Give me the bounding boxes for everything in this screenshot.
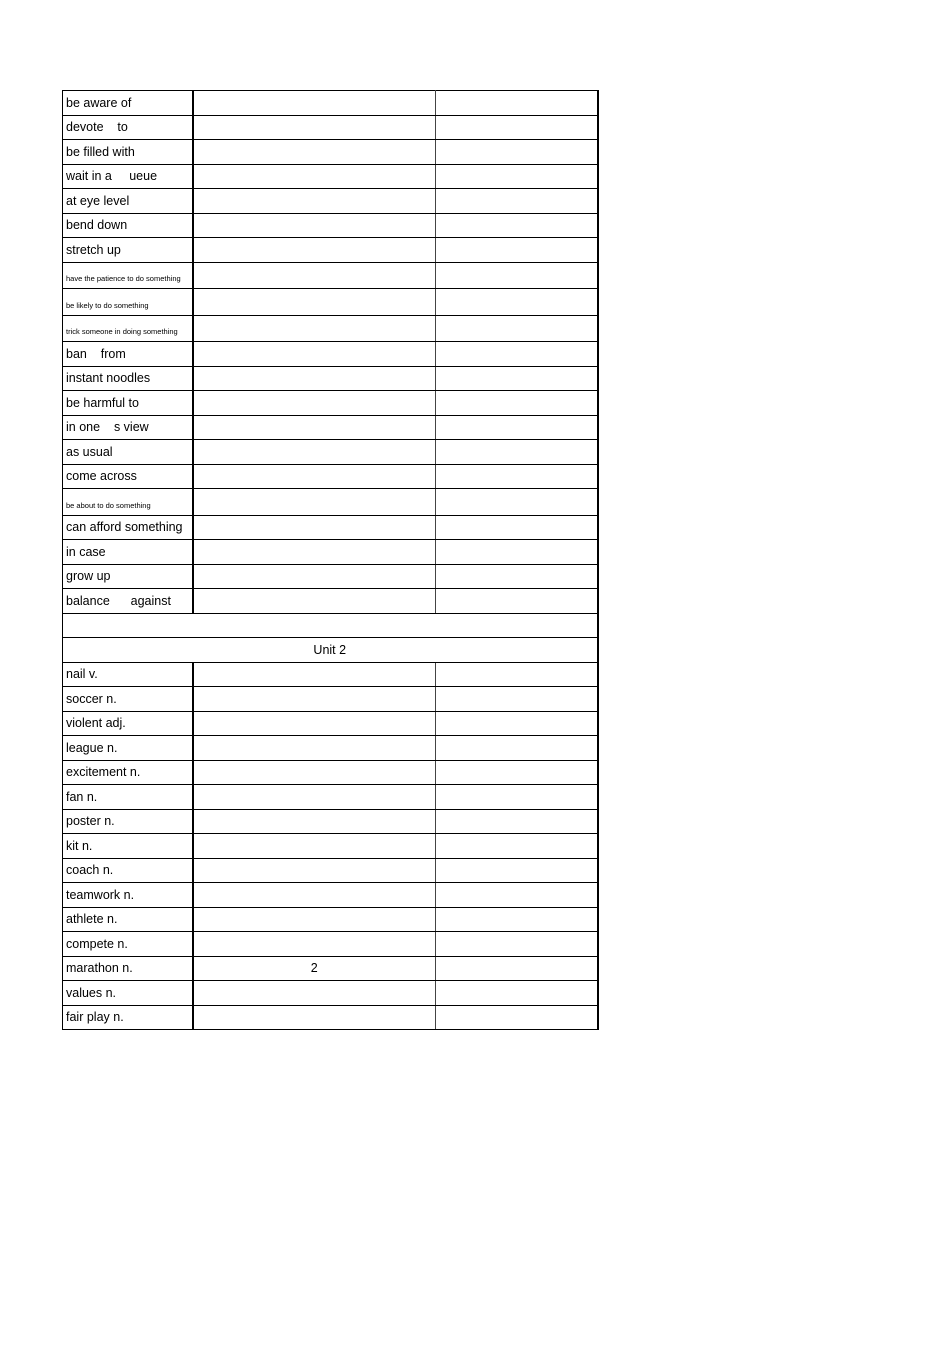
term-cell: in case — [63, 540, 193, 565]
table-row — [63, 366, 598, 391]
meaning-cell — [193, 589, 436, 614]
table-row — [63, 736, 598, 761]
meaning-cell — [193, 932, 436, 957]
notes-cell — [436, 213, 598, 238]
meaning-cell — [193, 858, 436, 883]
unit-heading-row — [63, 638, 598, 663]
notes-cell — [436, 489, 598, 516]
meaning-cell — [193, 262, 436, 289]
term-cell: come across — [63, 464, 193, 489]
term-cell: can afford something — [63, 515, 193, 540]
meaning-cell — [193, 464, 436, 489]
meaning-cell — [193, 1005, 436, 1030]
notes-cell — [436, 315, 598, 342]
table-row — [63, 760, 598, 785]
notes-cell — [436, 907, 598, 932]
meaning-cell — [193, 883, 436, 908]
table-row — [63, 489, 598, 516]
meaning-cell — [193, 736, 436, 761]
term-cell: fan n. — [63, 785, 193, 810]
notes-cell — [436, 858, 598, 883]
term-cell: values n. — [63, 981, 193, 1006]
meaning-cell — [193, 540, 436, 565]
table-row — [63, 115, 598, 140]
notes-cell — [436, 440, 598, 465]
notes-cell — [436, 515, 598, 540]
term-cell: be filled with — [63, 140, 193, 165]
meaning-cell — [193, 189, 436, 214]
meaning-cell — [193, 440, 436, 465]
table-row — [63, 164, 598, 189]
term-cell: soccer n. — [63, 687, 193, 712]
table-row — [63, 391, 598, 416]
table-row — [63, 342, 598, 367]
meaning-cell — [193, 489, 436, 516]
meaning-cell — [193, 315, 436, 342]
term-cell: be aware of — [63, 91, 193, 116]
table-row — [63, 981, 598, 1006]
table-row — [63, 858, 598, 883]
table-row — [63, 834, 598, 859]
notes-cell — [436, 956, 598, 981]
notes-cell — [436, 1005, 598, 1030]
notes-cell — [436, 883, 598, 908]
term-cell: stretch up — [63, 238, 193, 263]
term-cell: devote to — [63, 115, 193, 140]
table-row — [63, 238, 598, 263]
meaning-cell — [193, 515, 436, 540]
term-cell: kit n. — [63, 834, 193, 859]
notes-cell — [436, 366, 598, 391]
table-row — [63, 956, 598, 981]
notes-cell — [436, 564, 598, 589]
term-cell: be likely to do something — [63, 289, 193, 316]
notes-cell — [436, 662, 598, 687]
meaning-cell — [193, 91, 436, 116]
notes-cell — [436, 540, 598, 565]
meaning-cell — [193, 687, 436, 712]
notes-cell — [436, 736, 598, 761]
table-row — [63, 662, 598, 687]
table-row — [63, 687, 598, 712]
notes-cell — [436, 760, 598, 785]
meaning-cell — [193, 366, 436, 391]
meaning-cell — [193, 238, 436, 263]
meaning-cell — [193, 834, 436, 859]
meaning-cell — [193, 342, 436, 367]
notes-cell — [436, 342, 598, 367]
notes-cell — [436, 589, 598, 614]
table-row — [63, 785, 598, 810]
table-row — [63, 589, 598, 614]
meaning-cell — [193, 760, 436, 785]
notes-cell — [436, 785, 598, 810]
table-row — [63, 883, 598, 908]
notes-cell — [436, 262, 598, 289]
term-cell: in one s view — [63, 415, 193, 440]
vocabulary-table-body — [63, 91, 598, 1030]
notes-cell — [436, 140, 598, 165]
table-row — [63, 464, 598, 489]
term-cell: violent adj. — [63, 711, 193, 736]
table-row — [63, 564, 598, 589]
term-cell: fair play n. — [63, 1005, 193, 1030]
meaning-cell — [193, 711, 436, 736]
notes-cell — [436, 91, 598, 116]
meaning-cell — [193, 391, 436, 416]
term-cell: balance against — [63, 589, 193, 614]
table-row — [63, 289, 598, 316]
meaning-cell — [193, 140, 436, 165]
term-cell: trick someone in doing something — [63, 315, 193, 342]
term-cell: compete n. — [63, 932, 193, 957]
notes-cell — [436, 115, 598, 140]
notes-cell — [436, 687, 598, 712]
table-row — [63, 1005, 598, 1030]
meaning-cell — [193, 164, 436, 189]
meaning-cell — [193, 415, 436, 440]
meaning-cell — [193, 981, 436, 1006]
table-row — [63, 91, 598, 116]
vocabulary-table — [62, 90, 599, 1030]
term-cell: poster n. — [63, 809, 193, 834]
term-cell: league n. — [63, 736, 193, 761]
notes-cell — [436, 464, 598, 489]
meaning-cell: 2 — [193, 956, 436, 981]
term-cell: have the patience to do something — [63, 262, 193, 289]
notes-cell — [436, 391, 598, 416]
table-row — [63, 213, 598, 238]
blank-row — [63, 613, 598, 638]
term-cell: marathon n. — [63, 956, 193, 981]
table-row — [63, 262, 598, 289]
notes-cell — [436, 415, 598, 440]
term-cell: excitement n. — [63, 760, 193, 785]
notes-cell — [436, 189, 598, 214]
notes-cell — [436, 809, 598, 834]
term-cell: as usual — [63, 440, 193, 465]
meaning-cell — [193, 907, 436, 932]
notes-cell — [436, 238, 598, 263]
table-row — [63, 515, 598, 540]
meaning-cell — [193, 213, 436, 238]
term-cell: instant noodles — [63, 366, 193, 391]
table-row — [63, 809, 598, 834]
term-cell: be harmful to — [63, 391, 193, 416]
term-cell: bend down — [63, 213, 193, 238]
table-row — [63, 140, 598, 165]
term-cell: be about to do something — [63, 489, 193, 516]
notes-cell — [436, 289, 598, 316]
table-row — [63, 440, 598, 465]
table-row — [63, 315, 598, 342]
notes-cell — [436, 981, 598, 1006]
term-cell: athlete n. — [63, 907, 193, 932]
table-row — [63, 907, 598, 932]
meaning-cell — [193, 564, 436, 589]
table-row — [63, 415, 598, 440]
meaning-cell — [193, 809, 436, 834]
term-cell: ban from — [63, 342, 193, 367]
term-cell: coach n. — [63, 858, 193, 883]
table-row — [63, 932, 598, 957]
notes-cell — [436, 164, 598, 189]
term-cell: at eye level — [63, 189, 193, 214]
table-row — [63, 711, 598, 736]
meaning-cell — [193, 662, 436, 687]
meaning-cell — [193, 289, 436, 316]
term-cell: nail v. — [63, 662, 193, 687]
table-row — [63, 540, 598, 565]
meaning-cell — [193, 115, 436, 140]
notes-cell — [436, 932, 598, 957]
term-cell: teamwork n. — [63, 883, 193, 908]
blank-cell — [63, 613, 598, 638]
term-cell: grow up — [63, 564, 193, 589]
notes-cell — [436, 711, 598, 736]
unit-heading: Unit 2 — [63, 638, 598, 663]
notes-cell — [436, 834, 598, 859]
term-cell: wait in a ueue — [63, 164, 193, 189]
meaning-cell — [193, 785, 436, 810]
table-row — [63, 189, 598, 214]
